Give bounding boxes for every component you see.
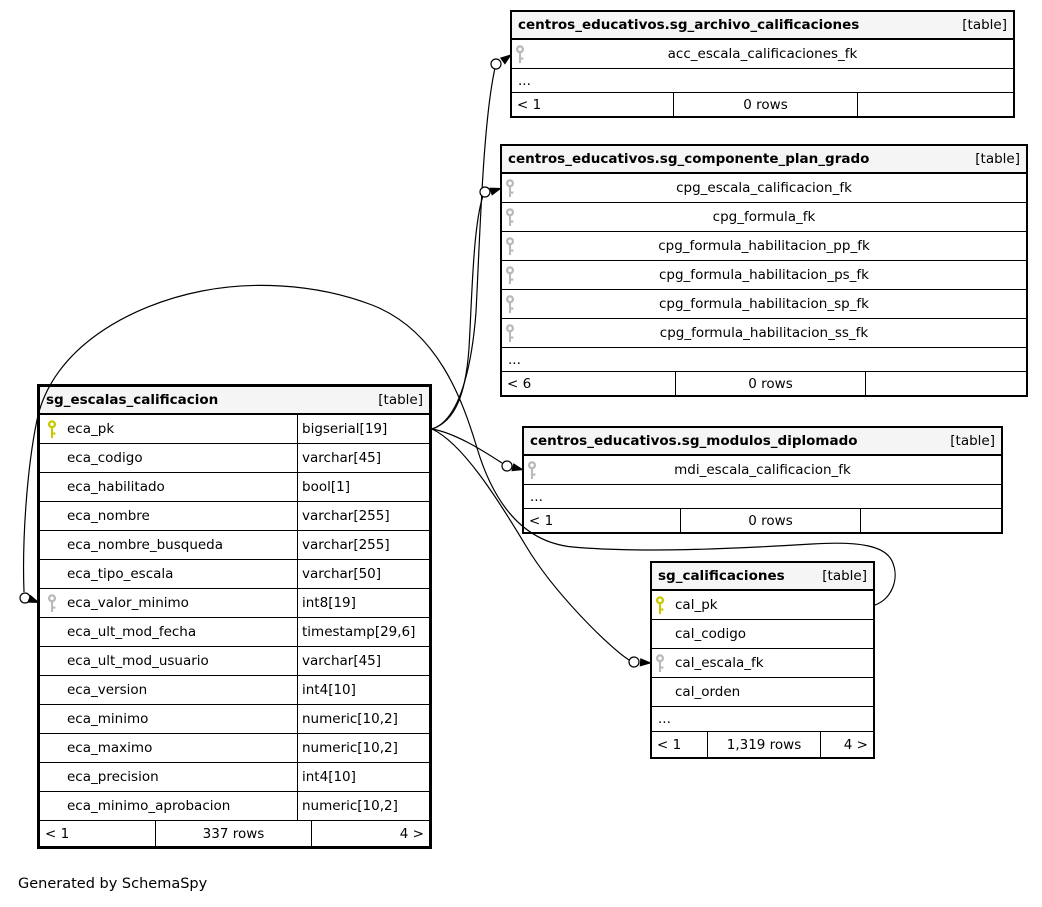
- table-type-tag: [table]: [950, 433, 995, 449]
- generated-by-note: Generated by SchemaSpy: [18, 876, 208, 892]
- edge-circle-marker: [480, 187, 490, 197]
- column-type: numeric[10,2]: [297, 734, 429, 762]
- column-row: [502, 174, 1026, 203]
- table-type-tag: [table]: [822, 568, 867, 584]
- column-type: numeric[10,2]: [297, 705, 429, 733]
- column-type: varchar[50]: [297, 560, 429, 588]
- column-name: acc_escala_calificaciones_fk: [667, 46, 858, 62]
- table-title[interactable]: centros_educativos.sg_componente_plan_grado: [508, 151, 870, 167]
- footer-max-parents: 4 >: [311, 821, 429, 846]
- column-type: int4[10]: [297, 763, 429, 791]
- fk-edge-eca-pk-to-modulos: [432, 429, 502, 463]
- ellipsis-row: [652, 707, 873, 732]
- footer-row-count: 0 rows: [680, 509, 860, 532]
- column-name: eca_codigo: [67, 450, 143, 466]
- column-name: eca_nombre_busqueda: [67, 537, 224, 553]
- column-name: eca_habilitado: [67, 479, 165, 495]
- ellipsis-text: ...: [658, 711, 671, 727]
- column-name: cpg_escala_calificacion_fk: [676, 180, 852, 196]
- column-row: [40, 792, 429, 821]
- footer-row-count: 1,319 rows: [707, 732, 820, 757]
- table-node-sg-escalas-calificacion: [37, 384, 432, 849]
- column-row: [502, 319, 1026, 348]
- ellipsis-row: [502, 348, 1026, 372]
- table-title[interactable]: sg_escalas_calificacion: [46, 392, 219, 408]
- column-type: varchar[255]: [297, 502, 429, 530]
- fk-edge-eca-pk-to-componente: [432, 196, 483, 429]
- column-type: varchar[45]: [297, 444, 429, 472]
- column-row: [524, 456, 1001, 485]
- column-name: cal_escala_fk: [675, 655, 764, 671]
- column-row: [40, 444, 429, 473]
- column-name: cpg_formula_habilitacion_ss_fk: [659, 325, 869, 341]
- column-row: [40, 473, 429, 502]
- table-node-sg-archivo-calificaciones: [510, 10, 1015, 118]
- edge-circle-marker: [502, 461, 512, 471]
- footer-row-count: 0 rows: [673, 93, 857, 116]
- column-row: [502, 261, 1026, 290]
- column-name: cpg_formula_fk: [712, 209, 816, 225]
- footer-min-children: < 1: [517, 96, 542, 113]
- table-footer: [40, 821, 429, 846]
- column-row: [40, 705, 429, 734]
- edge-circle-marker: [491, 59, 501, 69]
- table-header: [40, 387, 429, 415]
- footer-min-children: < 1: [657, 736, 682, 753]
- column-name: eca_precision: [67, 769, 159, 785]
- table-type-tag: [table]: [962, 17, 1007, 33]
- table-type-tag: [table]: [378, 392, 423, 408]
- column-type: int4[10]: [297, 676, 429, 704]
- footer-min-children: < 1: [45, 825, 70, 842]
- table-header: [652, 563, 873, 591]
- footer-min-children: < 1: [529, 512, 554, 529]
- column-type: int8[19]: [297, 589, 429, 617]
- ellipsis-row: [512, 69, 1013, 93]
- column-row: [652, 649, 873, 678]
- column-name: eca_maximo: [67, 740, 153, 756]
- table-footer: [512, 93, 1013, 116]
- table-header: [524, 428, 1001, 456]
- column-type: bool[1]: [297, 473, 429, 501]
- edge-circle-marker: [20, 593, 30, 603]
- ellipsis-text: ...: [530, 488, 543, 505]
- table-header: [512, 12, 1013, 40]
- column-name: eca_pk: [67, 421, 115, 437]
- table-footer: [652, 732, 873, 757]
- footer-max-parents: [865, 372, 1026, 395]
- ellipsis-text: ...: [508, 351, 521, 368]
- column-type: numeric[10,2]: [297, 792, 429, 820]
- column-name: mdi_escala_calificacion_fk: [674, 462, 851, 478]
- column-row: [40, 618, 429, 647]
- table-title[interactable]: centros_educativos.sg_archivo_calificaciones: [518, 17, 860, 33]
- column-name: eca_version: [67, 682, 148, 698]
- column-row: [502, 203, 1026, 232]
- primary-key-icon: [44, 420, 67, 439]
- column-row: [40, 415, 429, 444]
- table-title[interactable]: centros_educativos.sg_modulos_diplomado: [530, 433, 858, 449]
- column-row: [652, 591, 873, 620]
- foreign-key-icon: [652, 654, 675, 673]
- column-name: cal_codigo: [675, 626, 747, 642]
- column-name: cal_orden: [675, 684, 741, 700]
- column-type: timestamp[29,6]: [297, 618, 429, 646]
- table-footer: [524, 509, 1001, 532]
- column-type: bigserial[19]: [297, 415, 429, 443]
- primary-key-icon: [652, 596, 675, 615]
- column-name: eca_tipo_escala: [67, 566, 174, 582]
- column-name: cpg_formula_habilitacion_ps_fk: [659, 267, 869, 283]
- column-type: varchar[255]: [297, 531, 429, 559]
- table-title[interactable]: sg_calificaciones: [658, 568, 785, 584]
- footer-max-parents: [857, 93, 1013, 116]
- column-row: [652, 678, 873, 707]
- foreign-key-icon: [44, 594, 67, 613]
- footer-min-children: < 6: [507, 375, 532, 392]
- footer-row-count: 0 rows: [675, 372, 865, 395]
- column-name: eca_valor_minimo: [67, 595, 189, 611]
- table-node-sg-calificaciones: [650, 561, 875, 759]
- column-name: eca_minimo_aprobacion: [67, 798, 231, 814]
- column-name: eca_ult_mod_fecha: [67, 624, 197, 640]
- column-name: cpg_formula_habilitacion_sp_fk: [659, 296, 869, 312]
- table-node-sg-componente-plan-grado: [500, 144, 1028, 397]
- column-name: cpg_formula_habilitacion_pp_fk: [658, 238, 870, 254]
- column-row: [40, 676, 429, 705]
- table-header: [502, 146, 1026, 174]
- column-row: [40, 589, 429, 618]
- column-row: [40, 502, 429, 531]
- footer-max-parents: 4 >: [820, 732, 873, 757]
- footer-row-count: 337 rows: [155, 821, 311, 846]
- column-row: [502, 290, 1026, 319]
- column-row: [40, 647, 429, 676]
- column-row: [40, 734, 429, 763]
- ellipsis-row: [524, 485, 1001, 509]
- column-row: [40, 763, 429, 792]
- ellipsis-text: ...: [518, 72, 531, 89]
- column-type: varchar[45]: [297, 647, 429, 675]
- column-name: eca_nombre: [67, 508, 150, 524]
- column-name: cal_pk: [675, 597, 718, 613]
- column-row: [502, 232, 1026, 261]
- column-row: [40, 531, 429, 560]
- footer-max-parents: [860, 509, 1001, 532]
- table-node-sg-modulos-diplomado: [522, 426, 1003, 534]
- column-name: eca_ult_mod_usuario: [67, 653, 209, 669]
- column-name: eca_minimo: [67, 711, 149, 727]
- edge-circle-marker: [629, 657, 639, 667]
- column-row: [652, 620, 873, 649]
- fk-edge-eca-pk-to-archivo: [432, 68, 495, 429]
- table-footer: [502, 372, 1026, 395]
- table-type-tag: [table]: [975, 151, 1020, 167]
- column-row: [512, 40, 1013, 69]
- column-row: [40, 560, 429, 589]
